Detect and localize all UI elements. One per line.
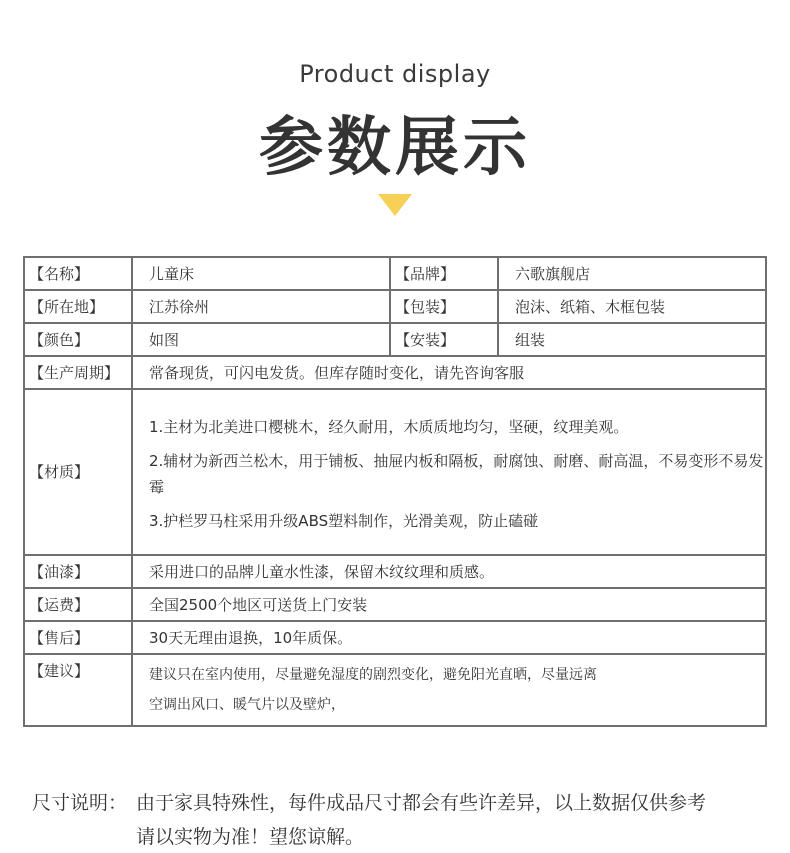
suggest-label: 【建议】 (24, 654, 132, 726)
material-line-2: 2.辅材为新西兰松木，用于铺板、抽屉内板和隔板，耐腐蚀、耐磨、耐高温，不易变形不易发霉 (149, 452, 764, 496)
material-label: 【材质】 (24, 389, 132, 555)
brand-value: 六歌旗舰店 (498, 257, 766, 290)
table-row (24, 389, 766, 555)
package-label: 【包装】 (390, 290, 498, 323)
size-note-line-2: 请以实物为准！望您谅解。 (136, 826, 365, 848)
suggest-line-1: 建议只在室内使用，尽量避免湿度的剧烈变化，避免阳光直晒，尽量远离 (149, 667, 597, 683)
table-row (24, 290, 766, 323)
suggest-line-2: 空调出风口、暖气片以及壁炉， (149, 697, 345, 713)
location-value: 江苏徐州 (132, 290, 390, 323)
cycle-label: 【生产周期】 (24, 356, 132, 389)
color-label: 【颜色】 (24, 323, 132, 356)
brand-label: 【品牌】 (390, 257, 498, 290)
table-row (24, 257, 766, 290)
package-value: 泡沫、纸箱、木框包装 (498, 290, 766, 323)
paint-value: 采用进口的品牌儿童水性漆，保留木纹纹理和质感。 (132, 555, 766, 588)
table-row (24, 356, 766, 389)
shipping-label: 【运费】 (24, 588, 132, 621)
parameter-table (23, 256, 767, 727)
table-row (24, 654, 766, 726)
cycle-value: 常备现货，可闪电发货。但库存随时变化，请先咨询客服 (132, 356, 766, 389)
table-row (24, 621, 766, 654)
aftersale-label: 【售后】 (24, 621, 132, 654)
suggest-value (132, 654, 766, 726)
material-line-3: 3.护栏罗马柱采用升级ABS塑料制作，光滑美观，防止磕碰 (149, 512, 539, 530)
aftersale-value: 30天无理由退换，10年质保。 (132, 621, 766, 654)
name-value: 儿童床 (132, 257, 390, 290)
install-label: 【安装】 (390, 323, 498, 356)
material-value (132, 389, 766, 555)
install-value: 组装 (498, 323, 766, 356)
size-note (32, 788, 782, 815)
size-note-line-1: 由于家具特殊性，每件成品尺寸都会有些许差异，以上数据仅供参考 (136, 792, 707, 814)
location-label: 【所在地】 (24, 290, 132, 323)
shipping-value: 全国2500个地区可送货上门安装 (132, 588, 766, 621)
subtitle-product-display: Product display (299, 60, 491, 88)
table-row (24, 588, 766, 621)
size-note-label: 尺寸说明： (32, 792, 128, 814)
color-value: 如图 (132, 323, 390, 356)
page-title: 参数展示 (259, 111, 531, 185)
down-triangle-icon (378, 194, 412, 216)
table-row (24, 323, 766, 356)
table-row (24, 555, 766, 588)
paint-label: 【油漆】 (24, 555, 132, 588)
name-label: 【名称】 (24, 257, 132, 290)
material-line-1: 1.主材为北美进口樱桃木，经久耐用，木质质地均匀，坚硬，纹理美观。 (149, 418, 629, 436)
